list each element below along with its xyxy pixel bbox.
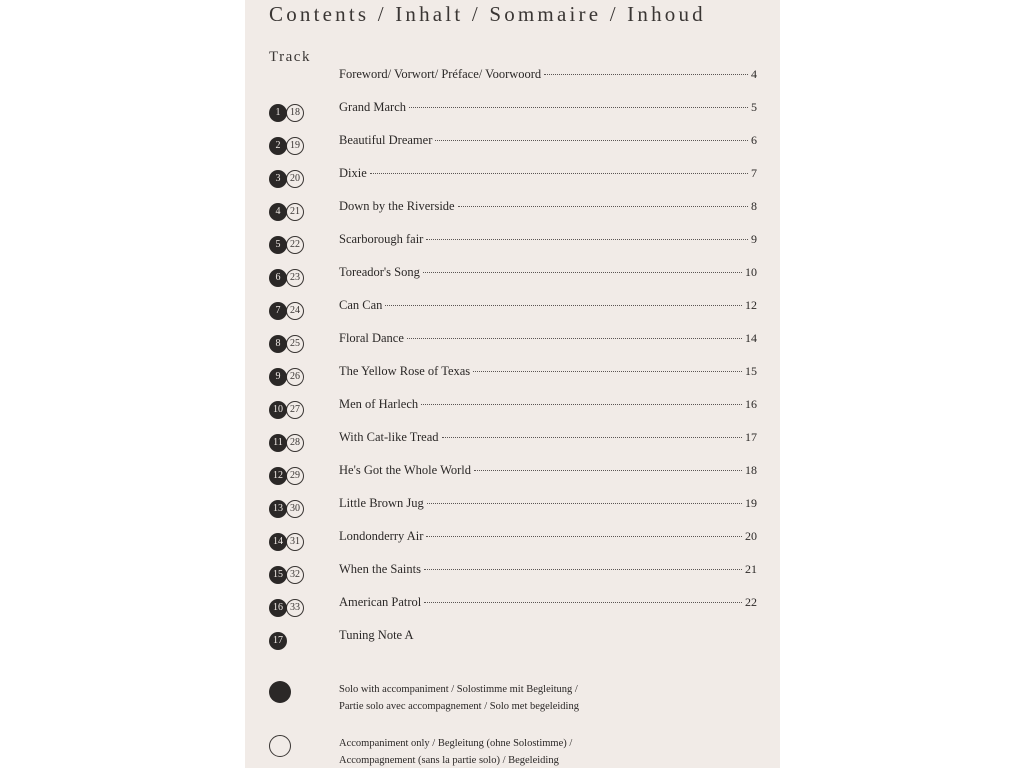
solo-track-number: 7: [269, 302, 287, 320]
solo-track-number: 11: [269, 434, 287, 452]
contents-entry: [245, 556, 780, 589]
dot-leader: [409, 107, 748, 108]
accompaniment-track-number: 21: [286, 203, 304, 221]
contents-page: [245, 0, 780, 768]
accompaniment-track-number: 24: [286, 302, 304, 320]
dot-leader: [424, 602, 742, 603]
entry-page: 14: [745, 331, 757, 345]
legend-accomp-line2: Accompagnement (sans la partie solo) / Begeleiding: [339, 755, 559, 766]
entry-page: 20: [745, 529, 757, 543]
contents-entry: [245, 424, 780, 457]
dot-leader: [442, 437, 743, 438]
dot-leader: [424, 569, 742, 570]
entry-title: Grand March: [339, 100, 406, 114]
track-badges: [269, 533, 319, 551]
entry-page: 8: [751, 199, 757, 213]
solo-track-number: 8: [269, 335, 287, 353]
solo-track-number: 1: [269, 104, 287, 122]
solo-track-number: 12: [269, 467, 287, 485]
dot-leader: [435, 140, 748, 141]
contents-entry: [245, 193, 780, 226]
track-badges: [269, 599, 319, 617]
track-badges: [269, 467, 319, 485]
accompaniment-track-number: 23: [286, 269, 304, 287]
track-badges: [269, 434, 319, 452]
track-heading: Track: [269, 49, 311, 65]
solo-track-number: 5: [269, 236, 287, 254]
track-badges: [269, 104, 319, 122]
contents-entry: [245, 391, 780, 424]
entry-title: American Patrol: [339, 595, 422, 609]
accompaniment-track-number: 27: [286, 401, 304, 419]
entry-title: Dixie: [339, 166, 367, 180]
entry-page: 9: [751, 232, 757, 246]
entry-page: 18: [745, 463, 757, 477]
contents-entry: [245, 226, 780, 259]
entry-page: 21: [745, 562, 757, 576]
accompaniment-track-number: 19: [286, 137, 304, 155]
entry-title: Men of Harlech: [339, 397, 419, 411]
dot-leader: [473, 371, 742, 372]
contents-entry: [245, 457, 780, 490]
solo-track-number: 15: [269, 566, 287, 584]
entry-page: 22: [745, 595, 757, 609]
contents-entry: [245, 589, 780, 622]
solo-track-number: 4: [269, 203, 287, 221]
entry-page: 19: [745, 496, 757, 510]
contents-entry-tuning-note: [245, 622, 780, 655]
accompaniment-track-number: 28: [286, 434, 304, 452]
dot-leader: [385, 305, 742, 306]
track-badges: [269, 500, 319, 518]
track-badges: [269, 566, 319, 584]
contents-entry: [245, 523, 780, 556]
entry-title: The Yellow Rose of Texas: [339, 364, 471, 378]
solo-track-number: 9: [269, 368, 287, 386]
dot-leader: [458, 206, 748, 207]
track-badges: [269, 401, 319, 419]
page-title: Contents / Inhalt / Sommaire / Inhoud: [269, 2, 706, 26]
contents-entry-foreword: [245, 61, 780, 94]
accompaniment-track-number: 30: [286, 500, 304, 518]
track-badges: [269, 170, 319, 188]
accompaniment-track-number: 20: [286, 170, 304, 188]
track-badges: [269, 302, 319, 320]
contents-entry: [245, 325, 780, 358]
solo-track-number: 10: [269, 401, 287, 419]
accompaniment-track-number: 32: [286, 566, 304, 584]
dot-leader: [370, 173, 748, 174]
accompaniment-track-number: 25: [286, 335, 304, 353]
entry-title: Beautiful Dreamer: [339, 133, 433, 147]
legend-accomp-line1: Accompaniment only / Begleitung (ohne Solostimme) /: [339, 738, 573, 749]
track-badges: [269, 137, 319, 155]
dot-leader: [426, 536, 742, 537]
contents-entry: [245, 127, 780, 160]
entry-title: With Cat-like Tread: [339, 430, 439, 444]
dot-leader: [407, 338, 742, 339]
dot-leader: [421, 404, 742, 405]
entry-page: 17: [745, 430, 757, 444]
legend-solo-line1: Solo with accompaniment / Solostimme mit Begleitung /: [339, 684, 578, 695]
solo-track-number: 17: [269, 632, 287, 650]
legend-solo-line2: Partie solo avec accompagnement / Solo met begeleiding: [339, 701, 579, 712]
track-badges: [269, 236, 319, 254]
entry-title: Floral Dance: [339, 331, 404, 345]
track-badges: [269, 335, 319, 353]
contents-entry: [245, 292, 780, 325]
track-badges: [269, 632, 319, 650]
entry-page: 10: [745, 265, 757, 279]
entry-page: 4: [751, 67, 757, 81]
entry-title: When the Saints: [339, 562, 421, 576]
entry-title: Toreador's Song: [339, 265, 420, 279]
contents-entry: [245, 490, 780, 523]
entry-title: Londonderry Air: [339, 529, 424, 543]
contents-list: [245, 61, 780, 655]
solo-track-number: 3: [269, 170, 287, 188]
solo-track-number: 14: [269, 533, 287, 551]
solo-track-number: 2: [269, 137, 287, 155]
entry-title: Tuning Note A: [339, 628, 414, 642]
entry-title: Foreword/ Vorwort/ Préface/ Voorwoord: [339, 67, 542, 81]
dot-leader: [544, 74, 748, 75]
entry-page: 16: [745, 397, 757, 411]
track-badges: [269, 368, 319, 386]
solid-circle-icon: [269, 681, 291, 703]
accompaniment-track-number: 29: [286, 467, 304, 485]
entry-title: Down by the Riverside: [339, 199, 455, 213]
entry-title: Little Brown Jug: [339, 496, 424, 510]
contents-entry: [245, 94, 780, 127]
solo-track-number: 13: [269, 500, 287, 518]
entry-title: Can Can: [339, 298, 383, 312]
entry-page: 6: [751, 133, 757, 147]
entry-page: 5: [751, 100, 757, 114]
contents-entry: [245, 259, 780, 292]
accompaniment-track-number: 31: [286, 533, 304, 551]
dot-leader: [474, 470, 742, 471]
entry-page: 7: [751, 166, 757, 180]
entry-title: He's Got the Whole World: [339, 463, 472, 477]
solo-track-number: 16: [269, 599, 287, 617]
contents-entry: [245, 160, 780, 193]
accompaniment-track-number: 26: [286, 368, 304, 386]
accompaniment-track-number: 18: [286, 104, 304, 122]
track-badges: [269, 203, 319, 221]
accompaniment-track-number: 22: [286, 236, 304, 254]
dot-leader: [423, 272, 742, 273]
track-badges: [269, 269, 319, 287]
outline-circle-icon: [269, 735, 291, 757]
accompaniment-track-number: 33: [286, 599, 304, 617]
solo-track-number: 6: [269, 269, 287, 287]
dot-leader: [427, 503, 742, 504]
entry-title: Scarborough fair: [339, 232, 424, 246]
dot-leader: [426, 239, 748, 240]
entry-page: 12: [745, 298, 757, 312]
contents-entry: [245, 358, 780, 391]
entry-page: 15: [745, 364, 757, 378]
